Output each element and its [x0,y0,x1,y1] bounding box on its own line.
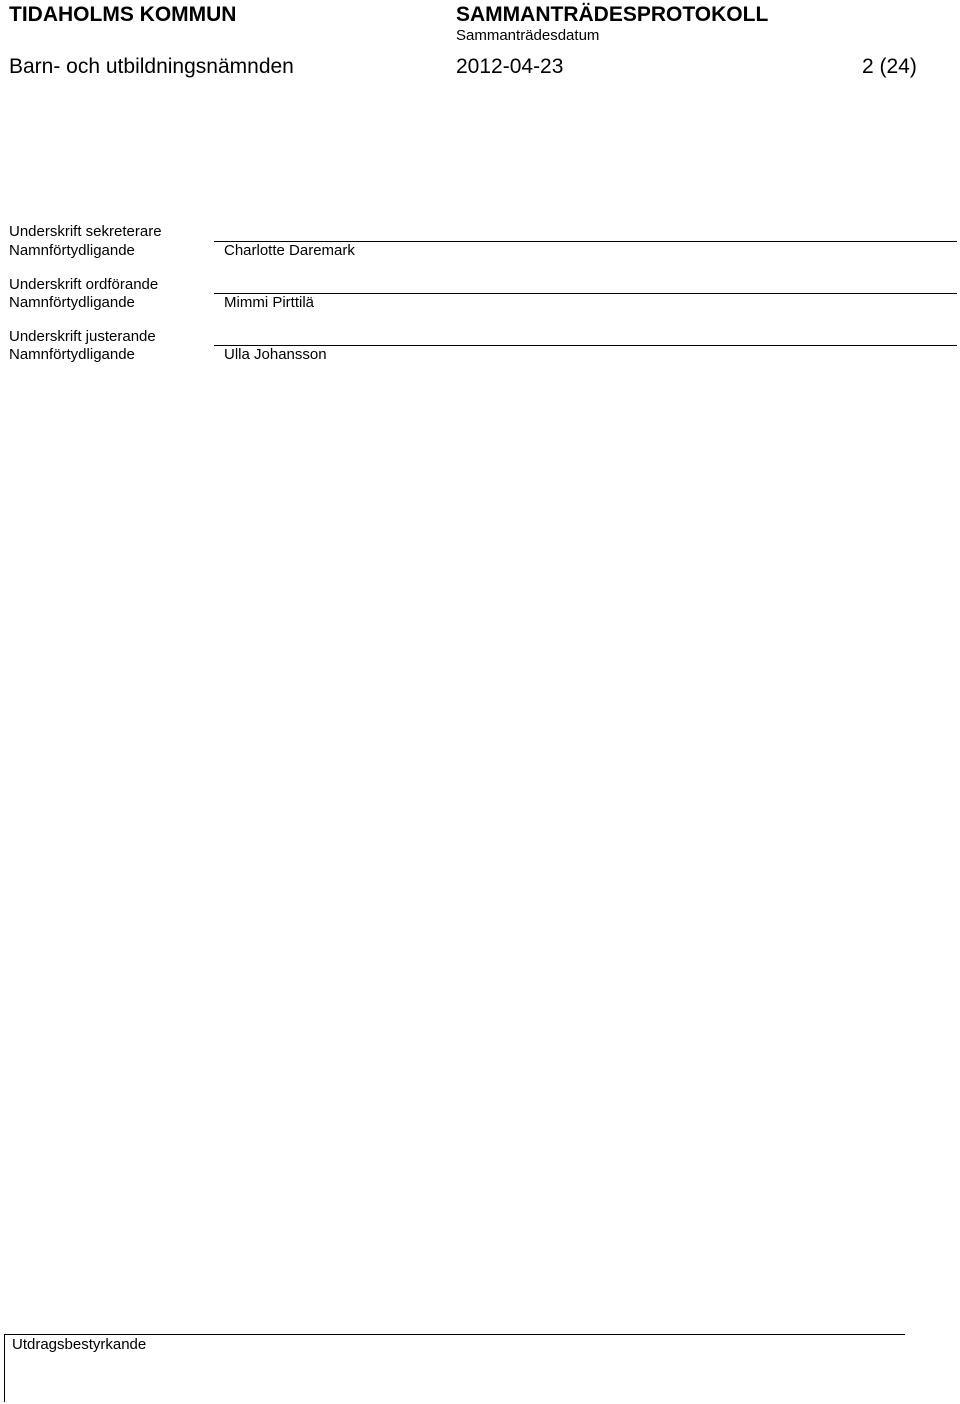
signer-name: Ulla Johansson [224,346,327,363]
page-number: 2 (24) [862,55,917,78]
document-type: SAMMANTRÄDESPROTOKOLL [456,3,769,26]
signature-line [214,293,957,294]
meeting-date: 2012-04-23 [456,55,564,78]
signature-label: Underskrift justerande [9,328,156,345]
name-clarification-label: Namnförtydligande [9,242,135,259]
extract-certification-label: Utdragsbestyrkande [12,1336,147,1353]
name-clarification-label: Namnförtydligande [9,294,135,311]
name-clarification-label: Namnförtydligande [9,346,135,363]
footer-left-border [4,1334,5,1402]
footer-top-border [4,1334,905,1335]
committee-name: Barn- och utbildningsnämnden [9,55,294,78]
signature-label: Underskrift ordförande [9,276,159,293]
meeting-date-label: Sammanträdesdatum [456,27,600,44]
signer-name: Mimmi Pirttilä [224,294,314,311]
signature-label: Underskrift sekreterare [9,223,162,240]
signer-name: Charlotte Daremark [224,242,355,259]
organization-name: TIDAHOLMS KOMMUN [9,3,237,26]
